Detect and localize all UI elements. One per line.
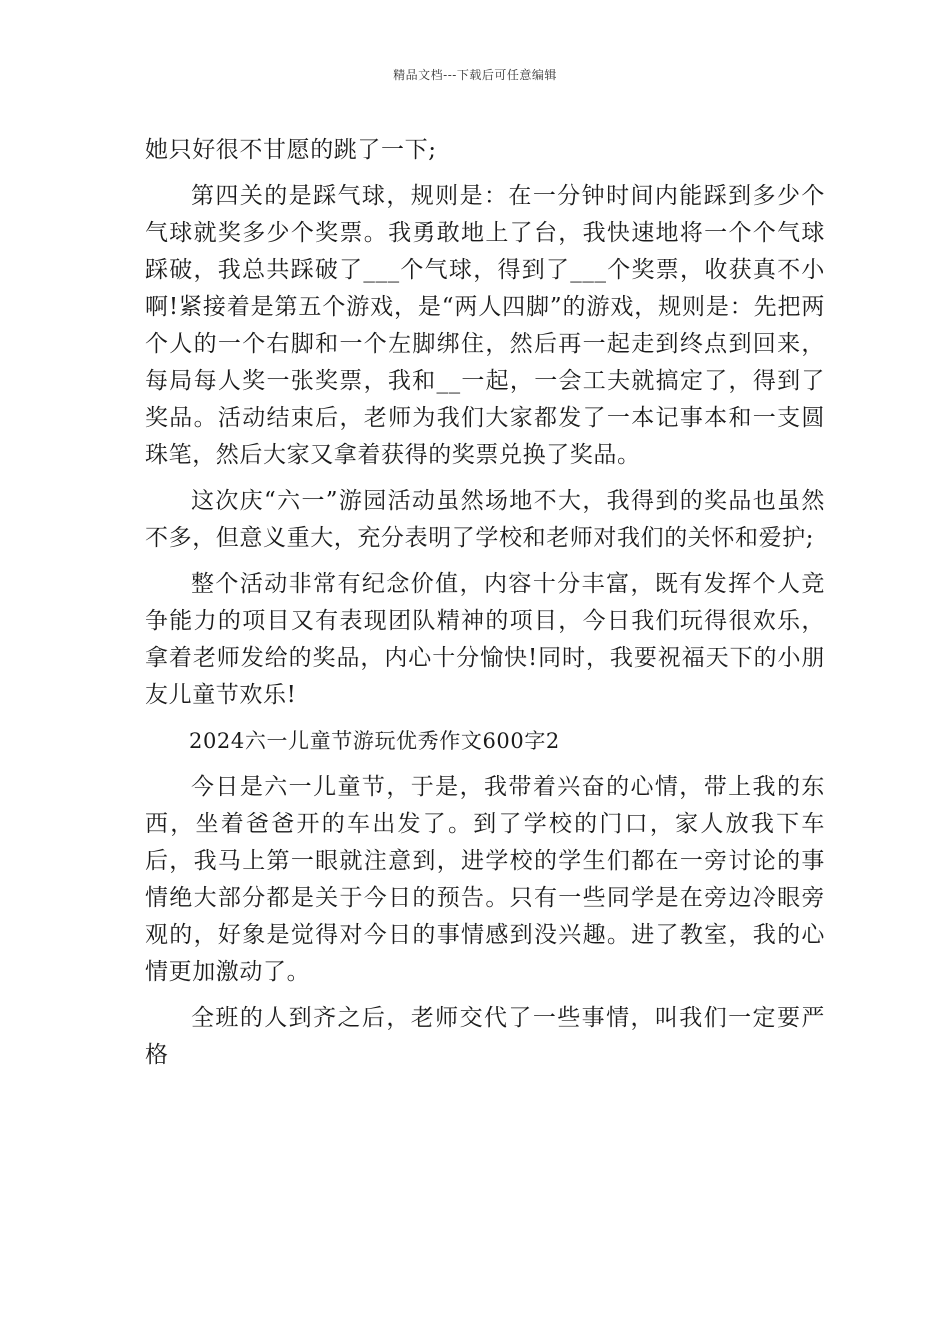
paragraph: 第四关的是踩气球，规则是：在一分钟时间内能踩到多少个气球就奖多少个奖票。我勇敢地上了台，我快速地将一个个气球踩破，我总共踩破了___个气球，得到了___个奖票，收获真不小啊!紧接着是第五个游戏，是“两人四脚”的游戏，规则是：先把两个人的一个右脚和一个左脚绑住，然后再一起走到终点到回来，每局每人奖一张奖票，我和__一起，一会工夫就搞定了，得到了奖品。活动结束后，老师为我们大家都发了一本记事本和一支圆珠笔，然后大家又拿着获得的奖票兑换了奖品。 [145,183,825,468]
section-subtitle: 2024六一儿童节游玩优秀作文600字2 [189,729,560,753]
paragraph: 这次庆“六一”游园活动虽然场地不大，我得到的奖品也虽然不多，但意义重大，充分表明了学校和老师对我们的关怀和爱护; [145,488,825,551]
paragraph: 整个活动非常有纪念价值，内容十分丰富，既有发挥个人竞争能力的项目又有表现团队精神的项目，今日我们玩得很欢乐，拿着老师发给的奖品，内心十分愉快!同时，我要祝福天下的小朋友儿童节欢乐! [145,571,825,708]
document-body [145,132,825,1083]
paragraph: 今日是六一儿童节，于是，我带着兴奋的心情，带上我的东西，坐着爸爸开的车出发了。到了学校的门口，家人放我下车后，我马上第一眼就注意到，进学校的学生们都在一旁讨论的事情绝大部分都是关于今日的预告。只有一些同学是在旁边冷眼旁观的，好象是觉得对今日的事情感到没兴趣。进了教室，我的心情更加激动了。 [145,774,825,985]
paragraph: 全班的人到齐之后，老师交代了一些事情，叫我们一定要严格 [145,1005,825,1068]
paragraph: 她只好很不甘愿的跳了一下; [145,137,437,163]
page-header: 精品文档---下载后可任意编辑 [393,68,557,82]
